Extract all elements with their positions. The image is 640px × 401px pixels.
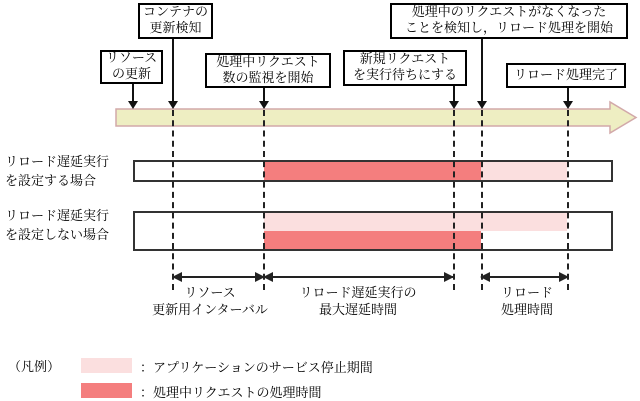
legend-title: （凡例） xyxy=(8,360,61,375)
guide-line-container-update xyxy=(172,110,174,290)
timeline-bar-with-delay xyxy=(133,160,613,182)
event-box-reload-complete xyxy=(506,63,626,88)
event-box-line: 新規リクエスト xyxy=(359,52,451,67)
interval-label-reload-time xyxy=(447,285,607,319)
event-box-line: リソース xyxy=(105,51,158,66)
event-box-new-request-wait xyxy=(343,50,467,86)
timeline-arrow xyxy=(116,102,636,133)
legend-swatch-service-stop xyxy=(81,358,132,373)
row-label-line: を設定しない場合 xyxy=(5,228,110,243)
interval-arrow-reload-time xyxy=(481,276,568,278)
down-arrow-monitor-start xyxy=(259,88,269,109)
timeline-bar-without-delay xyxy=(133,211,613,251)
row-label-with-delay xyxy=(5,153,109,191)
interval-label-resource-interval xyxy=(130,285,290,319)
interval-label-line: 処理時間 xyxy=(500,303,553,318)
guide-line-new-request-wait xyxy=(453,110,455,290)
segment-service-stop xyxy=(264,213,567,231)
event-box-line: コンテナの xyxy=(142,5,208,20)
down-arrow-container-update-detect xyxy=(168,39,178,109)
event-box-line: を実行待ちにする xyxy=(352,68,457,83)
interval-label-line: 最大遅延時間 xyxy=(318,303,397,318)
event-box-line: の更新 xyxy=(111,67,151,82)
row-label-without-delay xyxy=(5,207,109,245)
event-box-no-request-detect xyxy=(390,3,628,39)
event-box-resource-update xyxy=(100,50,163,84)
event-box-line: 処理中のリクエストがなくなった xyxy=(411,5,607,20)
guide-line-reload-complete xyxy=(567,110,569,290)
event-box-line: 数の監視を開始 xyxy=(222,70,314,86)
row-label-line: を設定する場合 xyxy=(5,174,97,189)
event-box-container-update-detect xyxy=(138,3,213,39)
down-arrow-new-request-wait xyxy=(449,86,459,109)
interval-label-max-delay xyxy=(278,285,438,319)
legend-swatch-processing xyxy=(81,383,132,398)
interval-label-line: リソース xyxy=(184,286,236,301)
interval-label-line: リロード xyxy=(500,286,553,301)
event-box-line: 処理中リクエスト xyxy=(216,54,320,70)
interval-arrow-resource-interval xyxy=(173,276,264,278)
guide-line-reload-start xyxy=(481,110,483,290)
event-box-line: 更新検知 xyxy=(149,21,202,36)
legend-label-service-stop: ：アプリケーションのサービス停止期間 xyxy=(140,361,373,376)
event-box-monitor-start xyxy=(205,53,331,88)
guide-line-monitor-start xyxy=(263,110,265,290)
down-arrow-resource-update xyxy=(128,84,138,109)
down-arrow-no-request-detect xyxy=(477,39,487,109)
segment-processing-requests xyxy=(264,162,481,180)
row-label-line: リロード遅延実行 xyxy=(5,155,110,170)
legend-label-processing: ：処理中リクエストの処理時間 xyxy=(140,386,322,401)
event-box-line: ことを検知し，リロード処理を開始 xyxy=(404,21,613,36)
segment-processing-requests xyxy=(264,231,481,249)
interval-label-line: リロード遅延実行の xyxy=(299,286,417,301)
interval-label-line: 更新用インターバル xyxy=(152,303,268,318)
segment-service-stop xyxy=(481,162,567,180)
interval-arrow-max-delay xyxy=(264,276,453,278)
event-box-line: リロード処理完了 xyxy=(513,67,618,83)
row-label-line: リロード遅延実行 xyxy=(5,209,110,224)
down-arrow-reload-complete xyxy=(563,88,573,109)
